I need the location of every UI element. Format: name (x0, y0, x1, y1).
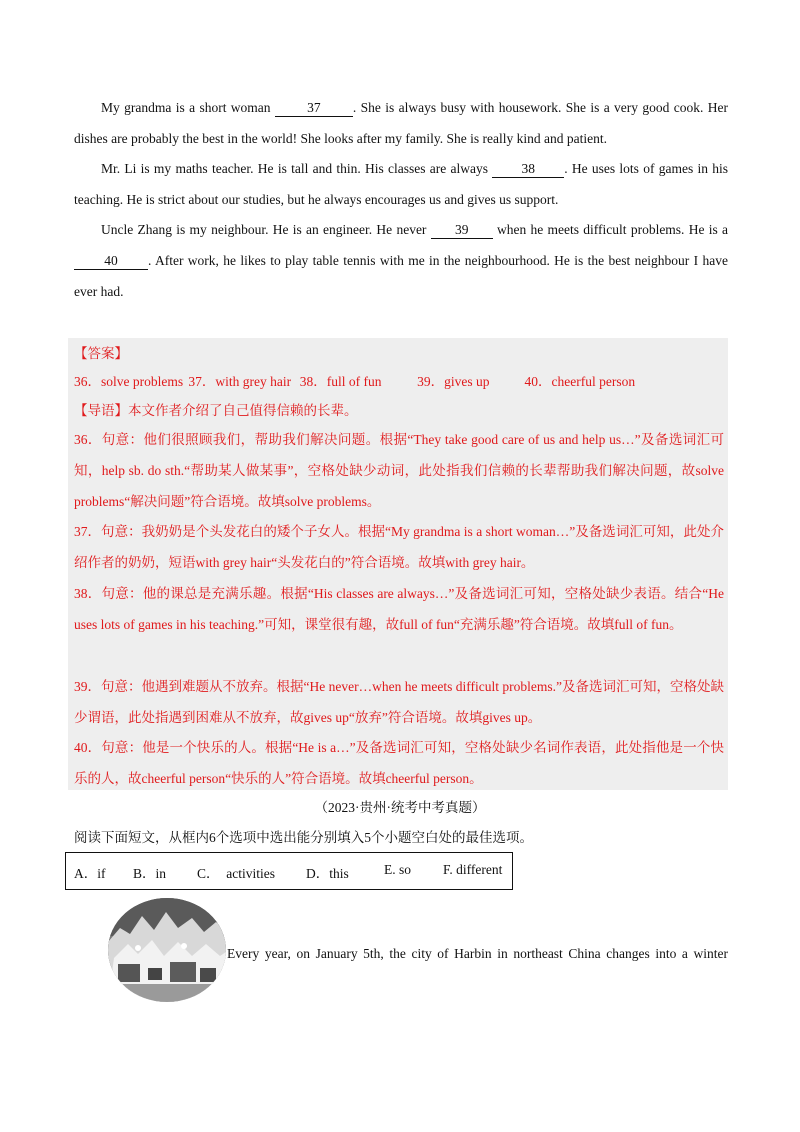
blank-40: 40 (74, 253, 148, 270)
options-box (65, 852, 513, 890)
answer-key: 40．cheerful person (524, 374, 636, 389)
text: Mr. Li is my maths teacher. He is tall and thin. His classes are always (101, 161, 493, 176)
option-a: A．if (74, 866, 106, 881)
passage-paragraph-grandma (74, 92, 728, 154)
answer-key: 38．full of fun (299, 374, 382, 389)
text: Uncle Zhang is my neighbour. He is an engineer. He never (101, 222, 431, 237)
text: . She is always busy with housework. She is a very good cook. Her dishes are probably the best in the world! She looks after my family. She is really kind and patient. (74, 100, 728, 146)
blank-37: 37 (275, 100, 353, 117)
explanation-38: 38．句意：他的课总是充满乐趣。根据“His classes are always…”及备选词汇可知，空格处缺少表语。结合“He uses lots of games in his teaching.”可知，课堂很有趣，故full of fun“充满乐趣”符合语境。故填full of fun。 (74, 586, 724, 632)
answer-section (68, 338, 728, 790)
answer-key: 37．with grey hair (188, 374, 292, 389)
explanation-40: 40．句意：他是一个快乐的人。根据“He is a…”及备选词汇可知，空格处缺少名词作表语，此处指他是一个快乐的人，故cheerful person“快乐的人”符合语境。故填cheerful person。 (74, 740, 724, 786)
answer-key: 36．solve problems (74, 374, 184, 389)
option-e: E. so (384, 862, 411, 877)
passage-paragraph-teacher (74, 153, 728, 215)
blank-39: 39 (431, 222, 493, 239)
option-f: F. different (443, 862, 503, 877)
answer-keys (74, 366, 724, 397)
text: when he meets difficult problems. He is a (492, 222, 729, 237)
blank-38: 38 (492, 161, 564, 178)
explanation-37: 37．句意：我奶奶是个头发花白的矮个子女人。根据“My grandma is a short woman…”及备选词汇可知，此处介绍作者的奶奶，短语with grey hair“头发花白的”符合语境。故填with grey hair。 (74, 524, 724, 570)
passage-paragraph-neighbour (74, 214, 728, 307)
option-b: B．in (133, 866, 167, 881)
answer-header: 【答案】 (74, 346, 128, 361)
answer-guide: 【导语】本文作者介绍了自己值得信赖的长辈。 (74, 403, 358, 418)
text: . He uses lots of games in his teaching. He is strict about our studies, but he always encourages us and gives us support. (74, 161, 728, 207)
instruction: 阅读下面短文，从框内6个选项中选出能分别填入5个小题空白处的最佳选项。 (74, 830, 533, 845)
text: My grandma is a short woman (101, 100, 275, 115)
option-c: C． activities (197, 866, 275, 881)
explanation-39: 39．句意：他遇到难题从不放弃。根据“He never…when he meets difficult problems.”及备选词汇可知，空格处缺少谓语，此处指遇到困难从不放弃，故gives up“放弃”符合语境。故填gives up。 (74, 679, 724, 725)
explanation-36: 36．句意：他们很照顾我们，帮助我们解决问题。根据“They take good care of us and help us…”及备选词汇可知，help sb. do sth.“帮助某人做某事”，空格处缺少动词，此处指我们信赖的长辈帮助我们解决问题，故solve problems“解决问题”符合语境。故填solve problems。 (74, 432, 724, 509)
answer-key: 39．gives up (417, 374, 490, 389)
text: . After work, he likes to play table tennis with me in the neighbourhood. He is the best neighbour I have ever had. (74, 253, 728, 299)
question-source: （2023·贵州·统考中考真题） (314, 800, 486, 815)
next-passage-first-line: Every year, on January 5th, the city of Harbin in northeast China changes into a winter (227, 946, 728, 961)
harbin-ice-city-photo (108, 898, 226, 1002)
option-d: D．this (306, 866, 349, 881)
